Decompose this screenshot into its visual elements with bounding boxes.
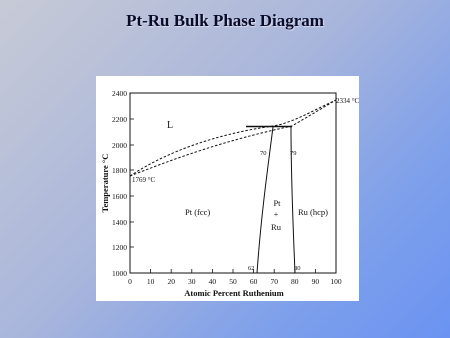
pt-fcc-region-label: Pt (fcc) bbox=[185, 207, 211, 217]
x-tick-label: 30 bbox=[188, 277, 196, 286]
y-tick-label: 1600 bbox=[112, 192, 127, 201]
two-phase-label-top: Pt bbox=[273, 198, 281, 208]
pt-melting-point-label: 1769 °C bbox=[132, 176, 156, 184]
x-tick-label: 90 bbox=[311, 277, 320, 286]
x-tick-label: 20 bbox=[167, 277, 175, 286]
plot-frame bbox=[130, 93, 336, 273]
liquidus-line bbox=[130, 100, 336, 176]
ru-melting-point-label: 2334 °C bbox=[336, 97, 359, 105]
phase-diagram bbox=[96, 76, 359, 301]
y-tick-label: 1800 bbox=[112, 166, 127, 175]
pt-solvus-line bbox=[257, 127, 273, 273]
y-tick-label: 2000 bbox=[112, 141, 127, 150]
composition-label-62: 62 bbox=[248, 265, 255, 272]
x-tick-label: 100 bbox=[330, 277, 342, 286]
x-tick-label: 10 bbox=[146, 277, 155, 286]
x-tick-label: 0 bbox=[128, 277, 132, 286]
y-tick-label: 2400 bbox=[112, 89, 127, 98]
x-tick-label: 40 bbox=[208, 277, 217, 286]
slide-title: Pt-Ru Bulk Phase Diagram bbox=[126, 11, 324, 30]
x-tick-label: 70 bbox=[270, 277, 278, 286]
liquid-region-label: L bbox=[167, 120, 174, 131]
x-tick-label: 60 bbox=[249, 277, 258, 286]
two-phase-label-plus: + bbox=[273, 210, 279, 219]
phase-boundaries bbox=[130, 100, 336, 273]
composition-label-79: 79 bbox=[290, 150, 297, 157]
ru-solvus-line bbox=[291, 127, 295, 273]
x-axis-title: Atomic Percent Ruthenium bbox=[184, 288, 284, 298]
x-tick-label: 50 bbox=[229, 277, 237, 286]
composition-label-70: 70 bbox=[260, 150, 267, 157]
phase-diagram-figure bbox=[96, 76, 359, 301]
two-phase-label-bottom: Ru bbox=[271, 222, 281, 232]
y-tick-label: 1400 bbox=[112, 218, 127, 227]
y-tick-label: 1200 bbox=[112, 243, 127, 252]
ru-hcp-region-label: Ru (hcp) bbox=[298, 207, 328, 217]
y-tick-label: 1000 bbox=[112, 269, 127, 278]
x-tick-label: 80 bbox=[291, 277, 299, 286]
x-axis-ticks bbox=[130, 269, 336, 273]
y-tick-label: 2200 bbox=[112, 115, 127, 124]
solidus-line bbox=[130, 100, 336, 176]
y-axis-title: Temperature °C bbox=[100, 153, 110, 213]
composition-label-80: 80 bbox=[294, 265, 301, 272]
